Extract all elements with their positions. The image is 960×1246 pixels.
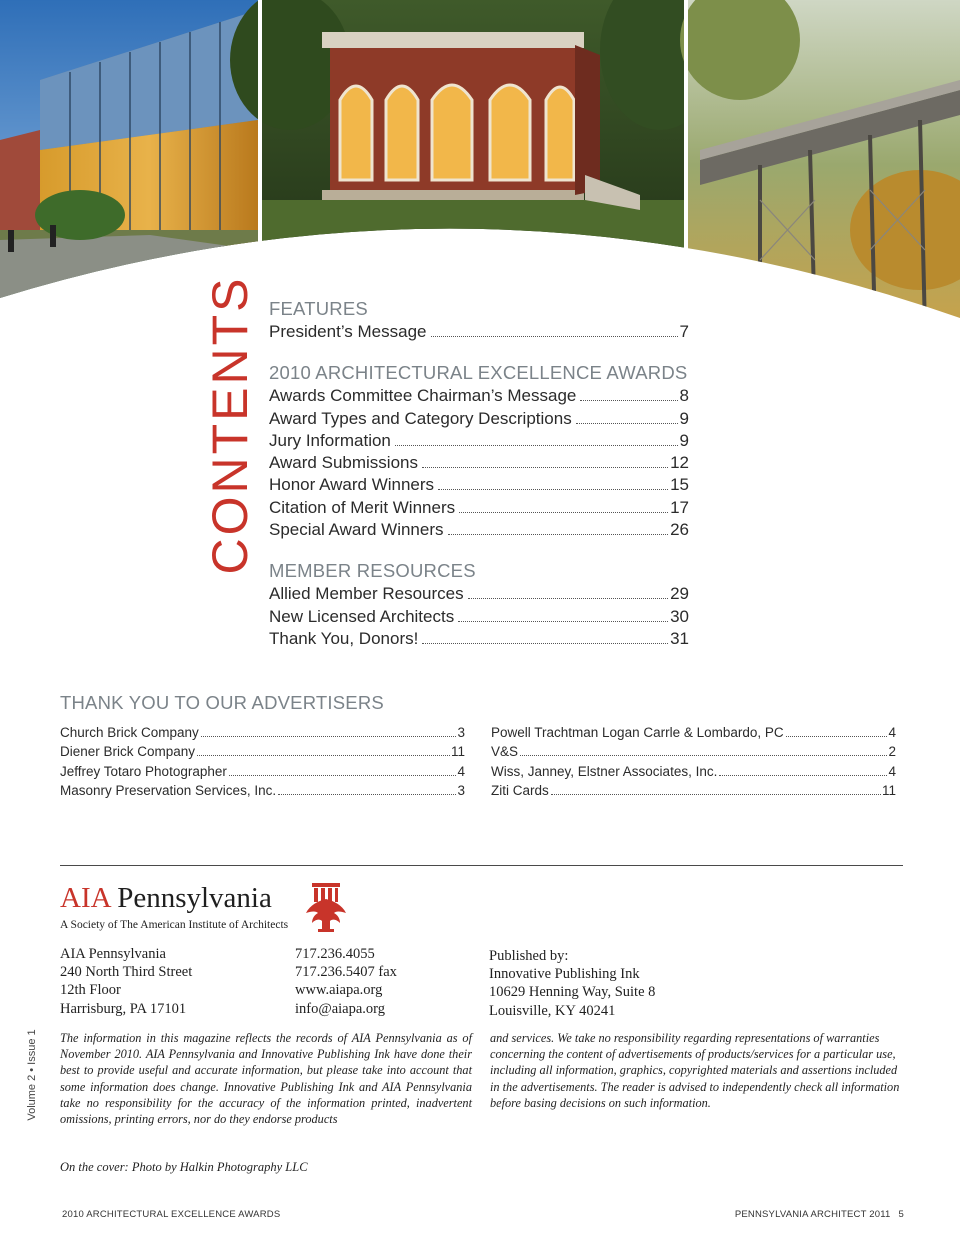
toc-entry-page: 8	[679, 386, 689, 406]
advertisers-left-column	[60, 723, 465, 800]
toc-entry[interactable]	[269, 321, 689, 343]
toc-entry[interactable]	[269, 628, 689, 650]
toc-entry-title: Honor Award Winners	[269, 475, 435, 495]
toc-entry[interactable]	[269, 606, 689, 628]
toc-entry[interactable]	[269, 497, 689, 519]
advertiser-entry[interactable]	[491, 781, 896, 800]
leader-dots	[201, 736, 457, 737]
brick-pavilion-photo	[230, 0, 720, 330]
page-number: 5	[898, 1209, 904, 1220]
leader-dots	[576, 423, 678, 424]
toc-entry-page: 17	[670, 497, 689, 517]
leader-dots	[422, 643, 668, 644]
toc-heading: FEATURES	[269, 298, 368, 319]
advertiser-page: 4	[457, 763, 465, 779]
section-divider	[60, 865, 903, 866]
advertisers-heading: THANK YOU TO OUR ADVERTISERS	[60, 692, 384, 713]
toc-heading: MEMBER RESOURCES	[269, 560, 476, 582]
advertiser-entry[interactable]	[491, 762, 896, 781]
toc-entry[interactable]	[269, 430, 689, 452]
fax-number: 717.236.5407 fax	[295, 964, 397, 981]
leader-dots	[786, 736, 888, 737]
footer-publication	[735, 1209, 904, 1220]
leader-dots	[468, 598, 668, 599]
advertiser-page: 3	[457, 782, 465, 798]
advertiser-name: Church Brick Company	[60, 725, 199, 740]
table-of-contents	[269, 297, 689, 668]
toc-entry-title: Allied Member Resources	[269, 584, 464, 604]
aia-wordmark-pennsylvania: Pennsylvania	[117, 882, 272, 914]
advertiser-page: 3	[457, 725, 465, 740]
toc-entry-page: 9	[679, 408, 689, 428]
toc-entry-title: Award Submissions	[269, 453, 418, 473]
aia-tagline: A Society of The American Institute of Architects	[60, 919, 289, 931]
website-link[interactable]: www.aiapa.org	[295, 982, 383, 999]
disclaimer-right: and services. We take no responsibility regarding representations of warranties concerning the content of advertisements of products/services for a particular use, including all information, graphics, copyrighted materials and assertions included in the advertisements. The reader is advised to independently check all information before basing decisions on such information.	[490, 1031, 900, 1110]
toc-entry[interactable]	[269, 452, 689, 474]
address-line: Harrisburg, PA 17101	[60, 1000, 187, 1017]
toc-section-awards	[269, 361, 689, 541]
leader-dots	[438, 489, 668, 490]
cover-photo-credit: On the cover: Photo by Halkin Photography LLC	[60, 1160, 308, 1174]
aia-wordmark-aia: AIA	[60, 882, 110, 914]
phone-number: 717.236.4055	[295, 946, 375, 962]
advertiser-page: 11	[450, 744, 465, 760]
leader-dots	[520, 755, 887, 756]
advertiser-entry[interactable]	[60, 762, 465, 781]
toc-section-member-resources	[269, 559, 689, 650]
toc-entry-title: Award Types and Category Descriptions	[269, 408, 572, 428]
toc-entry-page: 7	[679, 322, 689, 341]
advertiser-page: 2	[888, 744, 896, 760]
contents-title	[202, 275, 258, 575]
aia-address	[60, 945, 192, 1018]
leader-dots	[448, 534, 669, 535]
toc-entry-page: 12	[670, 453, 689, 473]
toc-entry-page: 9	[679, 430, 689, 450]
footer-publication-title: PENNSYLVANIA ARCHITECT 2011	[734, 1209, 891, 1220]
leader-dots	[580, 400, 677, 401]
advertiser-entry[interactable]	[60, 723, 465, 742]
toc-entry-title: Special Award Winners	[269, 520, 444, 540]
publisher-line: 10629 Henning Way, Suite 8	[489, 984, 656, 1001]
advertiser-entry[interactable]	[60, 742, 465, 761]
advertiser-name: Masonry Preservation Services, Inc.	[60, 782, 277, 798]
toc-entry-page: 26	[670, 520, 689, 540]
toc-entry-title: Jury Information	[269, 430, 391, 450]
contents-title-text: CONTENTS	[202, 275, 258, 575]
toc-entry-page: 31	[670, 628, 689, 648]
toc-entry-page: 30	[670, 606, 689, 626]
toc-entry-title: Citation of Merit Winners	[269, 497, 456, 517]
toc-entry-title: New Licensed Architects	[269, 606, 455, 626]
advertiser-name: V&S	[491, 744, 519, 760]
toc-section-features	[269, 297, 689, 343]
toc-entry-title: Awards Committee Chairman’s Message	[269, 386, 577, 406]
volume-issue-text: Volume 2 • Issue 1	[26, 1029, 38, 1121]
toc-entry[interactable]	[269, 408, 689, 430]
volume-issue	[20, 1025, 44, 1125]
publisher-info	[489, 947, 655, 1020]
leader-dots	[278, 794, 456, 795]
footer-section-title: 2010 ARCHITECTURAL EXCELLENCE AWARDS	[62, 1209, 281, 1220]
leader-dots	[431, 336, 678, 337]
address-line: 240 North Third Street	[60, 964, 193, 981]
advertiser-page: 4	[888, 763, 896, 779]
aia-pennsylvania-wordmark	[60, 882, 272, 915]
leader-dots	[229, 775, 457, 776]
advertiser-name: Jeffrey Totaro Photographer	[60, 763, 227, 779]
advertiser-page: 11	[881, 782, 896, 798]
advertiser-entry[interactable]	[491, 742, 896, 761]
toc-entry[interactable]	[269, 474, 689, 496]
treetop-walkway-photo	[680, 0, 960, 330]
address-line: AIA Pennsylvania	[60, 946, 166, 962]
photo-strip	[0, 0, 960, 330]
publisher-line: Innovative Publishing Ink	[489, 966, 640, 983]
toc-entry-page: 15	[670, 475, 689, 495]
advertiser-name: Diener Brick Company	[60, 744, 196, 760]
address-line: 12th Floor	[60, 982, 121, 999]
toc-entry[interactable]	[269, 583, 689, 605]
advertiser-entry[interactable]	[491, 723, 896, 742]
toc-heading: 2010 ARCHITECTURAL EXCELLENCE AWARDS	[269, 362, 688, 384]
advertiser-name: Wiss, Janney, Elstner Associates, Inc.	[491, 763, 718, 779]
toc-entry[interactable]	[269, 519, 689, 541]
toc-entry-title: President’s Message	[269, 322, 427, 341]
advertisers-right-column	[491, 723, 896, 800]
toc-entry-page: 29	[670, 584, 689, 604]
leader-dots	[459, 512, 668, 513]
publisher-line: Louisville, KY 40241	[489, 1002, 616, 1019]
aia-eagle-column-logo-icon	[304, 881, 348, 933]
toc-entry-title: Thank You, Donors!	[269, 628, 419, 648]
leader-dots	[719, 775, 887, 776]
advertiser-name: Powell Trachtman Logan Carrle & Lombardo, PC	[491, 725, 784, 740]
leader-dots	[197, 755, 450, 756]
leader-dots	[458, 621, 668, 622]
advertiser-page: 4	[888, 725, 896, 740]
publisher-label: Published by:	[489, 948, 569, 964]
toc-entry[interactable]	[269, 385, 689, 407]
advertiser-name: Ziti Cards	[491, 782, 549, 798]
leader-dots	[551, 794, 881, 795]
leader-dots	[422, 467, 668, 468]
advertiser-entry[interactable]	[60, 781, 465, 800]
aia-contact	[295, 945, 397, 1018]
leader-dots	[395, 445, 678, 446]
email-link[interactable]: info@aiapa.org	[295, 1000, 385, 1017]
disclaimer-left: The information in this magazine reflects the records of AIA Pennsylvania as of November 2010. AIA Pennsylvania and Innovative Publishing Ink have done their best to provide useful and accurate information, but please take into account that some information does change. Innovative Publishing Ink and AIA Pennsylvania take no responsibility for the accuracy of the information printed, inadvertent omissions, printing errors, nor do they endorse products	[60, 1031, 472, 1127]
